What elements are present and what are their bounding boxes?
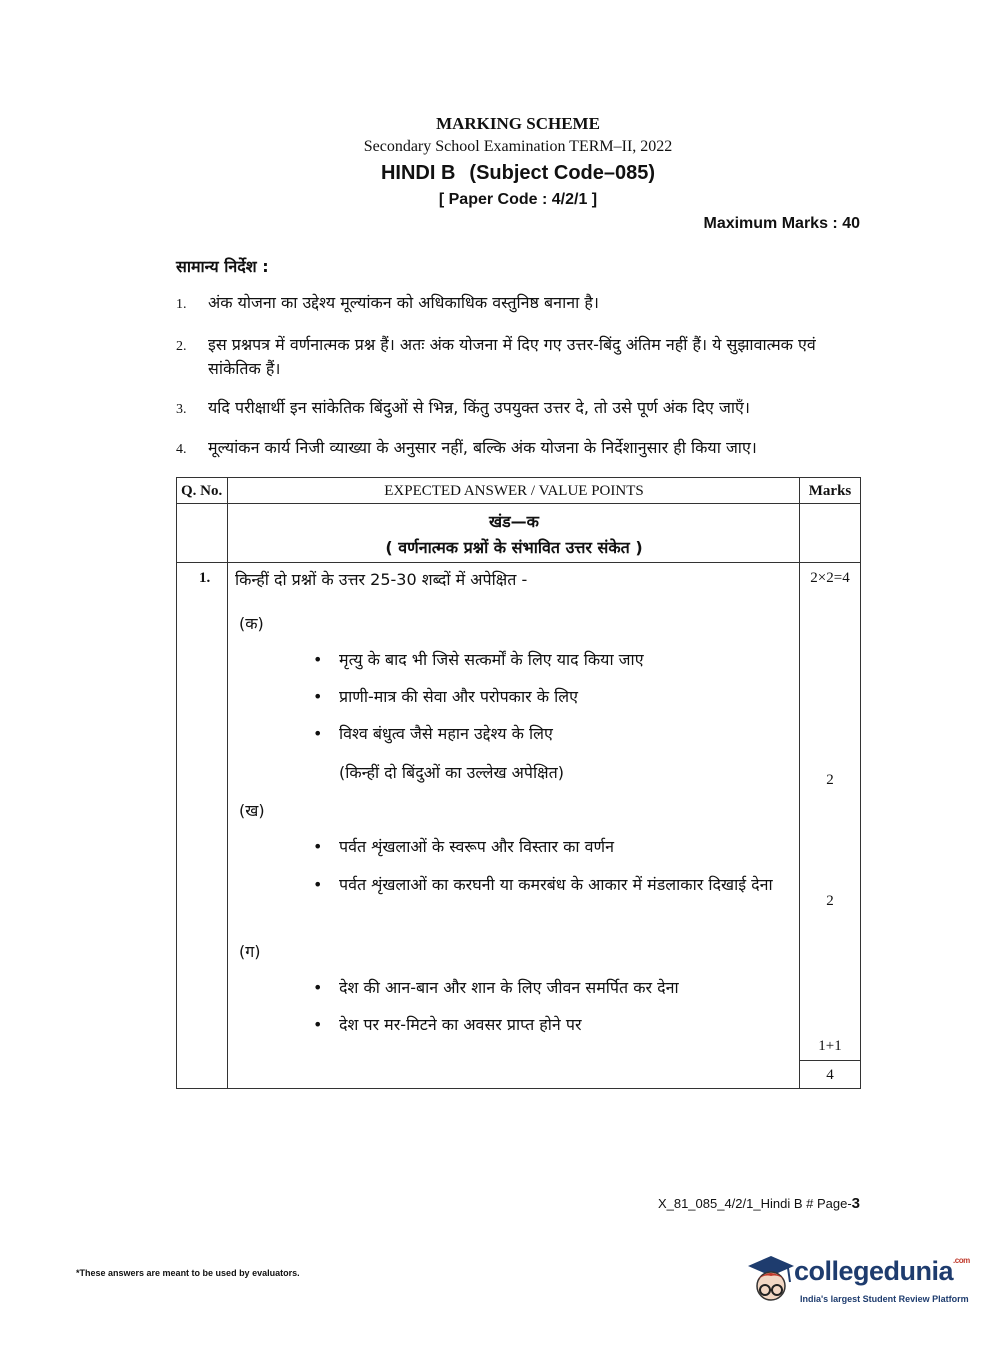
page-reference-text: X_81_085_4/2/1_Hindi B # Page-: [657, 1196, 852, 1211]
section-subtitle: ( वर्णनात्मक प्रश्नों के संभावित उत्तर संकेत ): [385, 538, 643, 557]
answer-table: [176, 477, 861, 1089]
list-item: [315, 833, 795, 861]
list-item-text: पर्वत शृंखलाओं का करघनी या कमरबंध के आकार में मंडलाकार दिखाई देना: [339, 875, 773, 894]
header-marks: Marks: [808, 483, 852, 499]
bullet-icon: •: [313, 650, 323, 669]
instruction-item: [176, 396, 866, 420]
page-number: 3: [851, 1195, 860, 1212]
subject-name: HINDI B: [380, 162, 456, 184]
bullet-icon: •: [313, 978, 323, 997]
logo-domain: .com: [953, 1256, 970, 1265]
part-marks: 2: [826, 772, 834, 788]
logo-tagline: India's largest Student Review Platform: [800, 1294, 969, 1304]
list-item-text: मृत्यु के बाद भी जिसे सत्कर्मों के लिए याद किया जाए: [339, 650, 644, 669]
list-item: [315, 974, 795, 1002]
section-title: खंड—क: [489, 512, 539, 531]
row-divider: [177, 503, 860, 504]
paper-code: [ Paper Code : 4/2/1 ]: [438, 191, 598, 208]
maximum-marks: Maximum Marks : 40: [703, 215, 860, 232]
subject-line: [0, 162, 1002, 185]
bullet-icon: •: [313, 687, 323, 706]
instruction-text: मूल्यांकन कार्य निजी व्याख्या के अनुसार नहीं, बल्कि अंक योजना के निर्देशानुसार ही किया जाए।: [208, 438, 757, 457]
instruction-text: अंक योजना का उद्देश्य मूल्यांकन को अधिकाधिक वस्तुनिष्ठ बनाना है।: [208, 293, 599, 312]
list-item: [315, 720, 795, 748]
instructions-heading: सामान्य निर्देश :: [176, 257, 269, 276]
part-label: (ख): [239, 801, 265, 820]
logo-wordmark: [794, 1256, 970, 1287]
question-text: किन्हीं दो प्रश्नों के उत्तर 25-30 शब्दों में अपेक्षित -: [235, 570, 528, 589]
page-reference: [658, 1195, 860, 1212]
list-item: [315, 683, 795, 711]
row-divider: [799, 1060, 860, 1061]
row-divider: [177, 562, 860, 563]
instruction-item: [176, 333, 866, 381]
list-item: [315, 1011, 795, 1039]
part-label: (ग): [239, 942, 261, 961]
bullet-icon: •: [313, 1015, 323, 1034]
subject-code: (Subject Code–085): [469, 162, 656, 184]
mascot-icon: [744, 1252, 798, 1310]
question-marks: 2×2=4: [810, 570, 850, 586]
instruction-number: 4.: [176, 442, 187, 457]
instruction-text: यदि परीक्षार्थी इन सांकेतिक बिंदुओं से भिन्न, किंतु उपयुक्त उत्तर दे, तो उसे पूर्ण अंक दिए जाएँ।: [208, 398, 750, 417]
instruction-number: 1.: [176, 297, 187, 312]
list-item: [315, 871, 795, 899]
document-title: MARKING SCHEME: [436, 114, 600, 133]
bullet-icon: •: [313, 875, 323, 894]
header-expected-answer: EXPECTED ANSWER / VALUE POINTS: [384, 483, 644, 499]
instruction-text: इस प्रश्नपत्र में वर्णनात्मक प्रश्न हैं। अतः अंक योजना में दिए गए उत्तर-बिंदु अंतिम नहीं हैं। ये सुझावात्मक एवं सांकेतिक हैं।: [208, 335, 816, 378]
logo-wordmark-text: collegedunia: [794, 1256, 954, 1286]
document-subtitle: Secondary School Examination TERM–II, 2022: [363, 138, 673, 155]
instruction-number: 2.: [176, 339, 187, 354]
collegedunia-logo: [744, 1250, 974, 1314]
list-item-text: पर्वत शृंखलाओं के स्वरूप और विस्तार का वर्णन: [339, 837, 614, 856]
list-item-text: देश की आन-बान और शान के लिए जीवन समर्पित कर देना: [339, 978, 679, 997]
part-label: (क): [239, 614, 264, 633]
part-marks: 2: [826, 893, 834, 909]
instruction-number: 3.: [176, 402, 187, 417]
list-item-text: प्राणी-मात्र की सेवा और परोपकार के लिए: [339, 687, 578, 706]
part-marks: 1+1: [818, 1038, 842, 1054]
list-item-text: विश्व बंधुत्व जैसे महान उद्देश्य के लिए: [339, 724, 553, 743]
part-note: (किन्हीं दो बिंदुओं का उल्लेख अपेक्षित): [339, 763, 564, 782]
column-divider: [227, 478, 228, 1088]
instruction-item: [176, 291, 866, 315]
question-number: 1.: [199, 570, 211, 586]
bullet-icon: •: [313, 837, 323, 856]
total-marks: 4: [826, 1067, 834, 1083]
footnote: *These answers are meant to be used by evaluators.: [76, 1268, 300, 1278]
header-qno: Q. No.: [181, 483, 223, 499]
instruction-item: [176, 436, 866, 460]
bullet-icon: •: [313, 724, 323, 743]
list-item-text: देश पर मर-मिटने का अवसर प्राप्त होने पर: [339, 1015, 582, 1034]
list-item: [315, 646, 795, 674]
